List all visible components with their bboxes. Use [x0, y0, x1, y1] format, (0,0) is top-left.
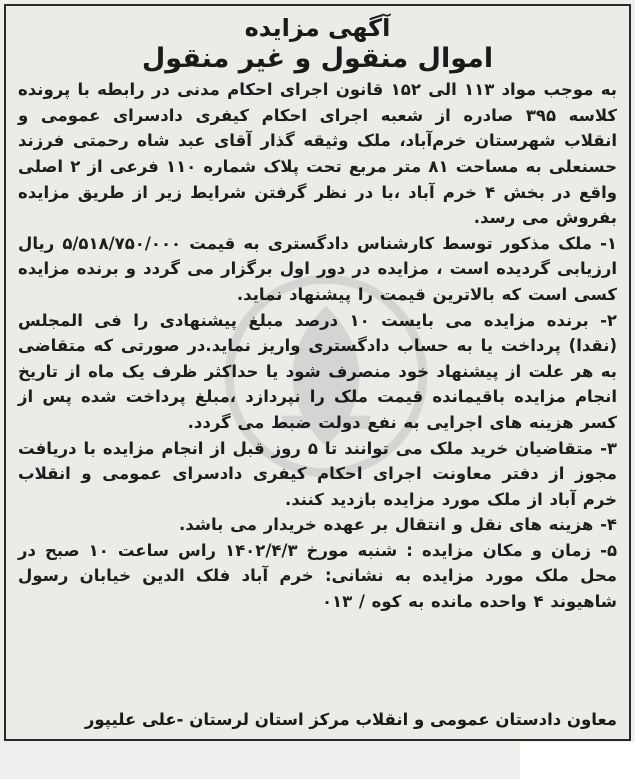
condition-item-3: ۳- متقاضیان خرید ملک می توانند تا ۵ روز قبل از انجام مزایده با دریافت مجوز از دفتر معاونت اجرای احکام کیفری دادسرای عمومی و انقلاب خرم آباد از ملک مورد مزایده بازدید کنند.: [18, 438, 617, 509]
notice-subtitle: اموال منقول و غیر منقول: [141, 42, 494, 74]
condition-item-4: ۴- هزینه های نقل و انتقال بر عهده خریدار می باشد.: [178, 515, 617, 535]
intro-paragraph: به موجب مواد ۱۱۳ الی ۱۵۲ قانون اجرای احکام مدنی در رابطه با پرونده کلاسه ۳۹۵ صادره از شعبه اجرای احکام کیفری دادسرای عمومی و انقلاب شهرستان خرم‌آباد، ملک وثیقه گذار آقای عبد شاه رحمتی فرزند حسنعلی به مساحت ۸۱ متر مربع تحت پلاک شماره ۱۱۰ فرعی از ۲ اصلی واقع در بخش ۴ خرم آباد ،با در نظر گرفتن شرایط زیر از طریق مزایده بفروش می رسد.: [18, 80, 618, 228]
notice-body: [18, 77, 617, 614]
notice-title: آگهی مزایده: [244, 14, 391, 42]
blank-corner: [520, 742, 635, 779]
condition-item-2: ۲- برنده مزایده می بایست ۱۰ درصد مبلغ پیشنهادی را فی المجلس (نقدا) پرداخت یا به حساب دادگستری واریز نماید.در صورتی که متقاضی به هر علت از پیشنهاد خود منصرف شود یا حداکثر ظرف یک ماه از تاریخ انجام مزایده باقیمانده قیمت ملک را نپردازد ،مبلغ پرداخت شده پس از کسر هزینه های اجرایی به نفع دولت ضبط می گردد.: [18, 310, 617, 432]
condition-item-1: ۱- ملک مذکور توسط کارشناس دادگستری به قیمت ۵/۵۱۸/۷۵۰/۰۰۰ ریال ارزیابی گردیده است ، مزایده در دور اول برگزار می گردد و برنده مزایده کسی است که بالاترین قیمت را پیشنهاد نماید.: [18, 233, 617, 304]
condition-item-5: ۵- زمان و مکان مزایده : شنبه مورخ ۱۴۰۲/۴/۳ راس ساعت ۱۰ صبح در محل ملک مورد مزایده به نشانی: خرم آباد فلک الدین خیابان رسول شاهیوند ۴ واحده مانده به کوه / ۰۱۳: [18, 540, 618, 612]
signature-line: معاون دادستان عمومی و انقلاب مرکز استان لرستان -علی علیپور: [84, 710, 617, 729]
notice-frame: [4, 4, 631, 741]
